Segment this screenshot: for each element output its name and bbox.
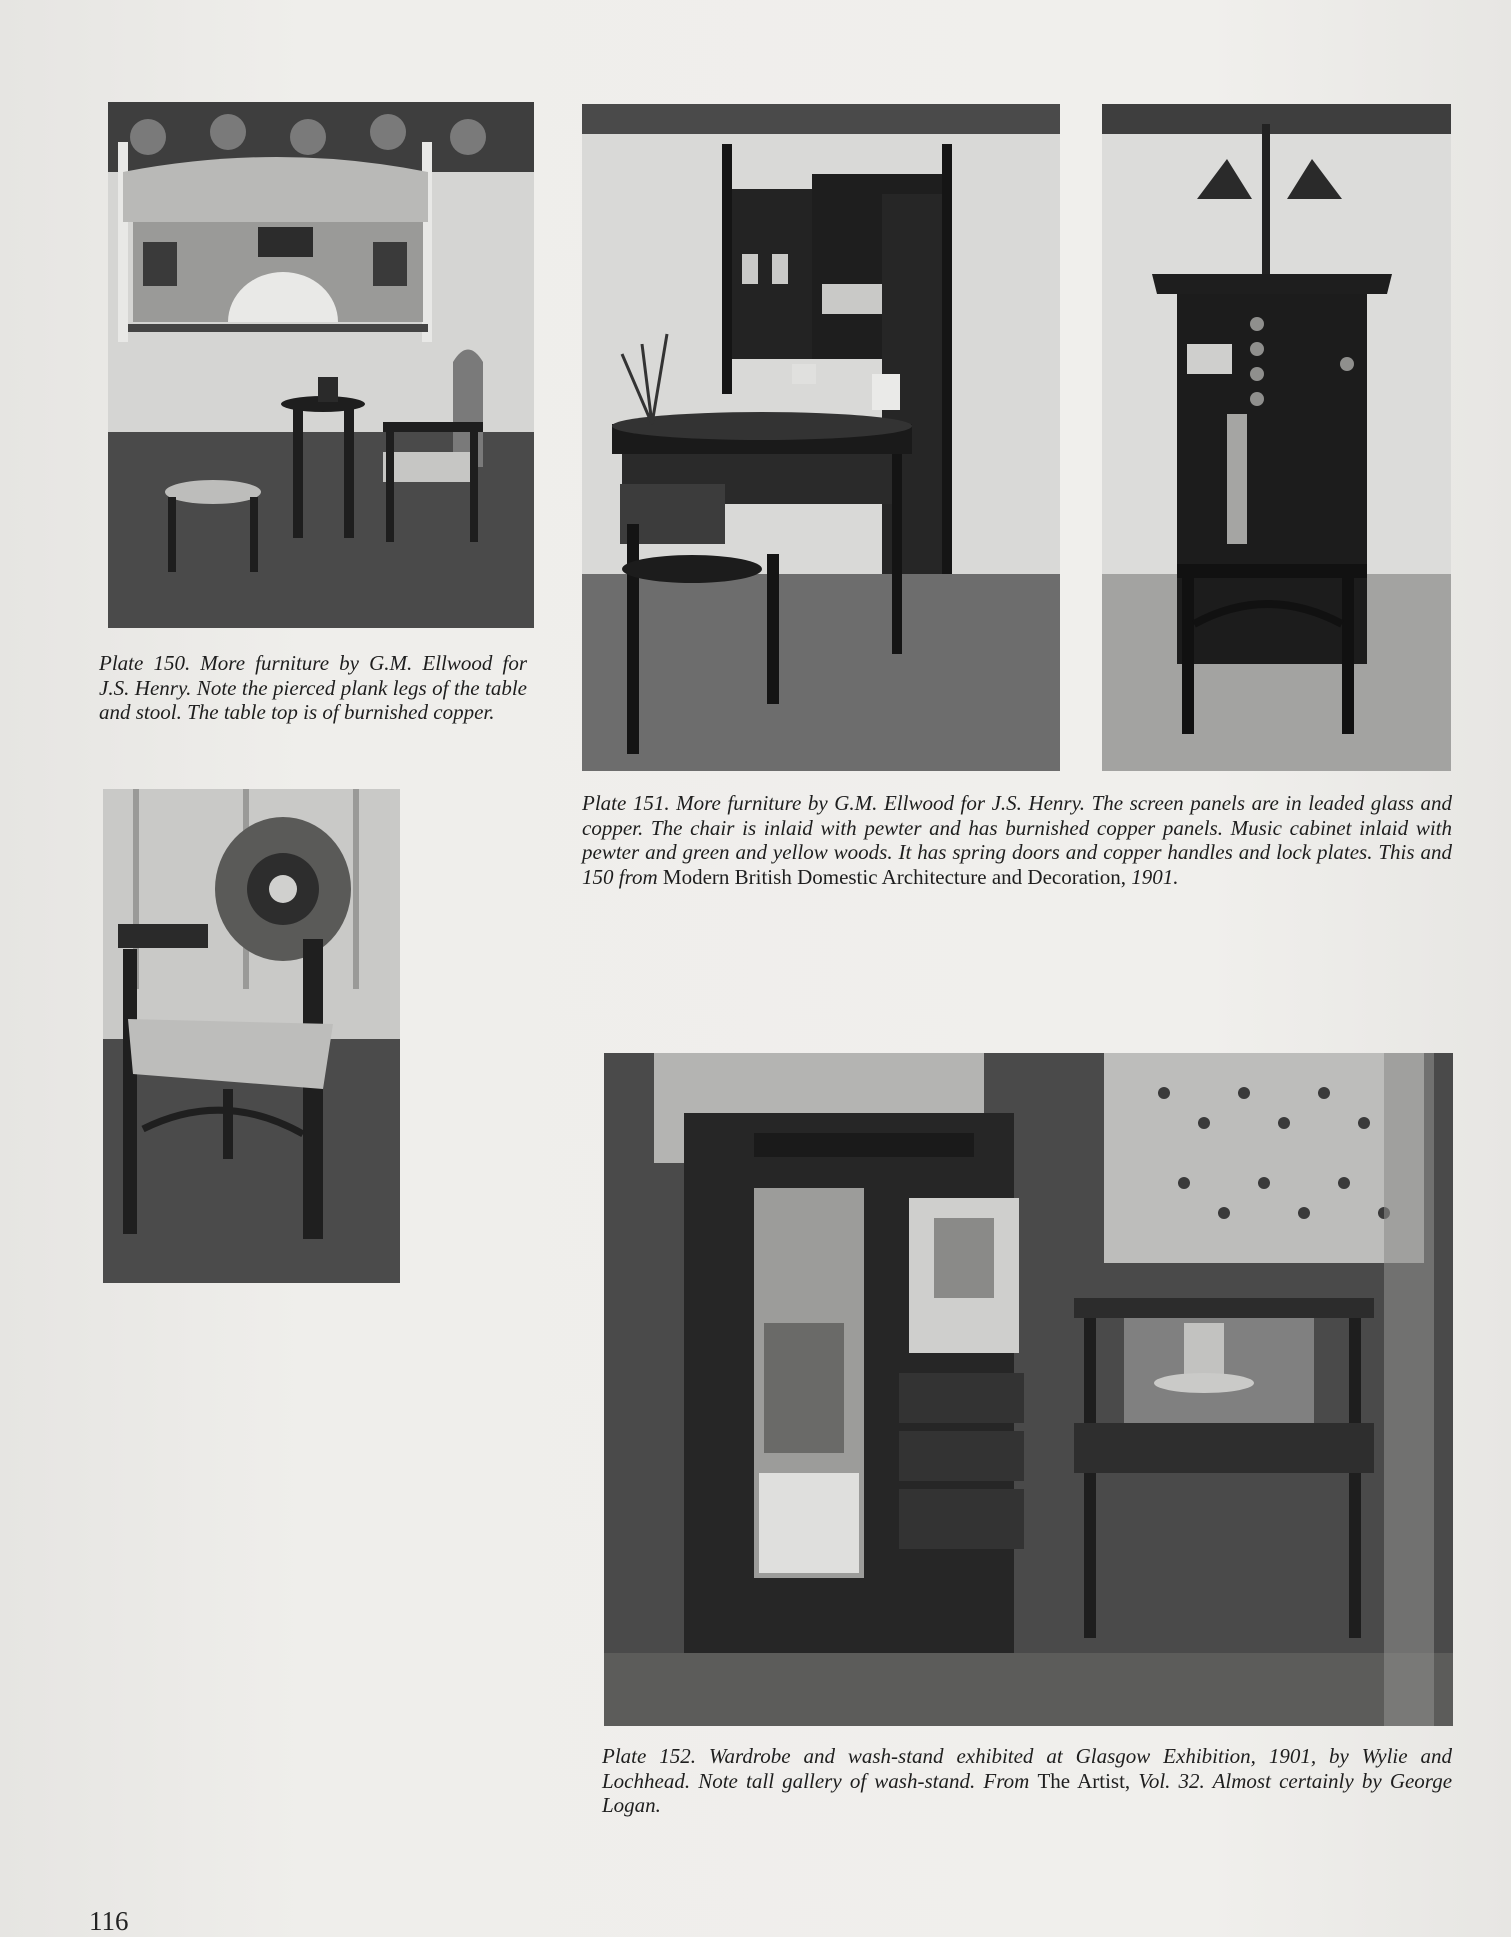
plate-152-caption-text: Plate 152. Wardrobe and wash-stand exhibited at Glasgow Exhibition, 1901, by Wylie and Lochhead. Note tall gallery of wash-stand. From [602,1744,1452,1793]
plate-151-cabinet-photo [1102,104,1451,771]
plate-151-cabinet-image [1102,104,1451,771]
plate-150-photo [108,102,534,628]
plate-151-caption-year: 1901. [1131,864,1179,889]
plate-151-desk-photo [582,104,1060,771]
plate-151-caption-source: Modern British Domestic Architecture and Decoration, [662,864,1126,889]
plate-151-caption-text: Plate 151. More furniture by G.M. Ellwood for J.S. Henry. The screen panels are in leaded glass and copper. The chair is inlaid with pewter and has burnished copper panels. Music cabinet inlaid with pewter and green and yellow woods. It has spring doors and copper handles and lock plates. This and 150 from [582,791,1452,889]
plate-152-caption [602,1744,1452,1818]
chair-photo [103,789,400,1283]
plate-151-caption [582,791,1452,889]
plate-152-photo [604,1053,1453,1726]
plate-150-caption: Plate 150. More furniture by G.M. Ellwood for J.S. Henry. Note the pierced plank legs of the table and stool. The table top is of burnished copper. [99,651,527,724]
plate-152-caption-text-end: Vol. 32. Almost certainly by George Logan. [602,1768,1453,1817]
plate-152-image [604,1053,1453,1726]
chair-image [103,789,400,1283]
plate-151-desk-image [582,104,1060,771]
plate-150-image [108,102,534,628]
page-number: 116 [89,1906,129,1936]
plate-152-caption-source: The Artist, [1037,1768,1131,1793]
